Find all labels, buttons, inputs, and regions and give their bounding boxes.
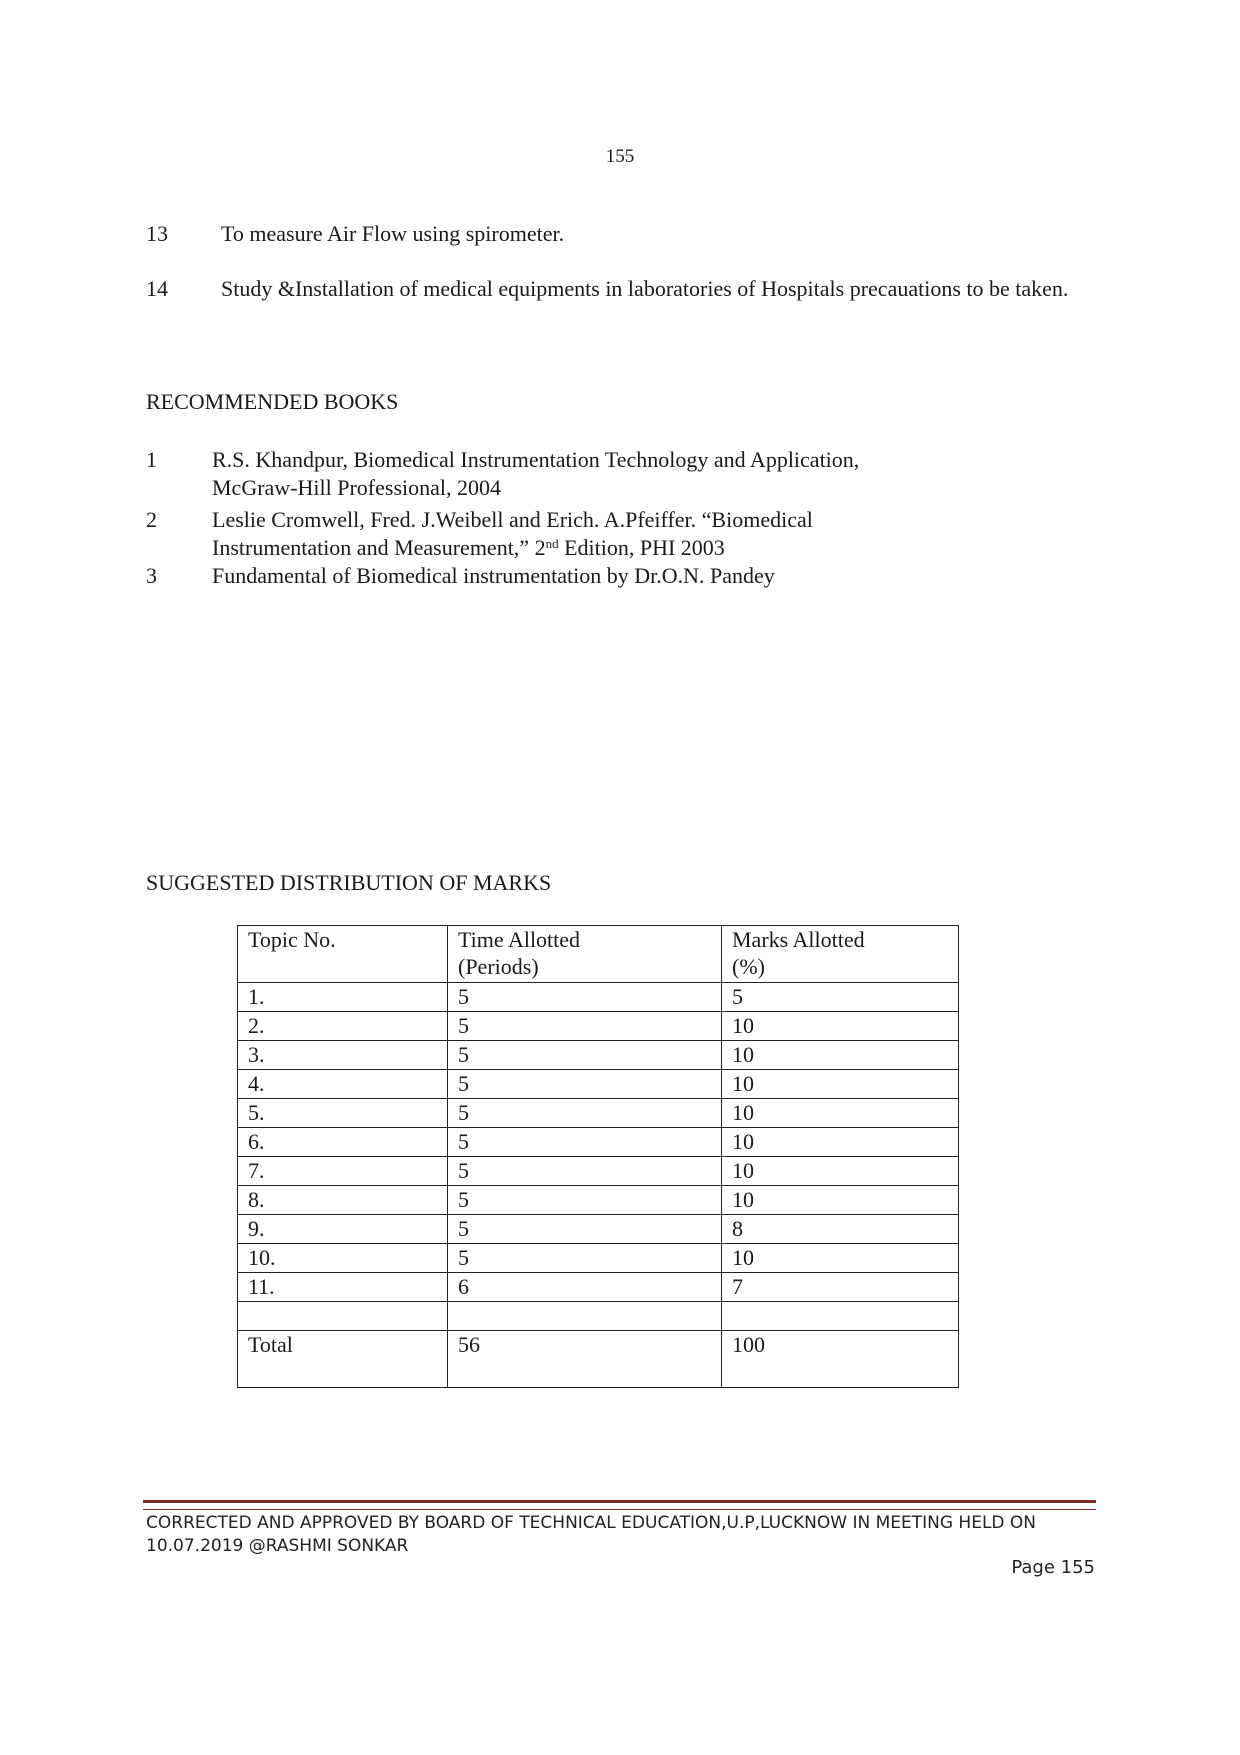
cell-time-allotted: 5	[448, 1244, 722, 1273]
book-item-1	[146, 446, 1106, 502]
cell-marks-allotted: 10	[722, 1099, 959, 1128]
header-topic-no	[238, 926, 448, 983]
cell-time-allotted: 6	[448, 1273, 722, 1302]
table-row	[238, 1041, 959, 1070]
header-label-sub: (%)	[732, 954, 765, 979]
total-marks: 100	[722, 1331, 959, 1388]
book-line: McGraw-Hill Professional, 2004	[212, 475, 502, 500]
cell-time-allotted: 5	[448, 1215, 722, 1244]
table-row	[238, 1302, 959, 1331]
table-header-row	[238, 926, 959, 983]
cell-marks-allotted: 5	[722, 983, 959, 1012]
practical-item-14	[146, 275, 1146, 335]
cell-time-allotted	[448, 1302, 722, 1331]
cell-topic-no	[238, 1302, 448, 1331]
cell-marks-allotted: 10	[722, 1070, 959, 1099]
cell-topic-no: 2.	[238, 1012, 448, 1041]
table-row	[238, 1273, 959, 1302]
table-row	[238, 1186, 959, 1215]
cell-topic-no: 11.	[238, 1273, 448, 1302]
footer-line: 10.07.2019 @RASHMI SONKAR	[146, 1536, 409, 1556]
cell-time-allotted: 5	[448, 983, 722, 1012]
cell-marks-allotted: 10	[722, 1012, 959, 1041]
cell-topic-no: 7.	[238, 1157, 448, 1186]
table-row	[238, 1128, 959, 1157]
table-row	[238, 1012, 959, 1041]
book-line: R.S. Khandpur, Biomedical Instrumentation Technology and Application,	[212, 447, 860, 472]
cell-marks-allotted: 10	[722, 1186, 959, 1215]
cell-topic-no: 5.	[238, 1099, 448, 1128]
table-row	[238, 1070, 959, 1099]
book-text	[212, 506, 972, 562]
cell-topic-no: 9.	[238, 1215, 448, 1244]
cell-topic-no: 4.	[238, 1070, 448, 1099]
cell-marks-allotted: 10	[722, 1244, 959, 1273]
book-number: 2	[146, 507, 157, 532]
header-label-sub: (Periods)	[458, 954, 539, 979]
book-number: 1	[146, 447, 157, 472]
page-number-top: 155	[605, 146, 635, 167]
book-line: Leslie Cromwell, Fred. J.Weibell and Erich. A.Pfeiffer. “Biomedical	[212, 507, 813, 532]
cell-marks-allotted: 8	[722, 1215, 959, 1244]
footer-divider	[143, 1500, 1096, 1510]
cell-time-allotted: 5	[448, 1186, 722, 1215]
table-row	[238, 1244, 959, 1273]
cell-topic-no: 10.	[238, 1244, 448, 1273]
footer-approval-text	[146, 1512, 1106, 1558]
book-item-2	[146, 506, 1106, 562]
practical-number: 14	[146, 276, 168, 301]
total-periods: 56	[448, 1331, 722, 1388]
cell-marks-allotted: 10	[722, 1157, 959, 1186]
footer-line: CORRECTED AND APPROVED BY BOARD OF TECHNICAL EDUCATION,U.P,LUCKNOW IN MEETING HELD ON	[146, 1513, 1037, 1533]
cell-topic-no: 1.	[238, 983, 448, 1012]
table-row	[238, 1157, 959, 1186]
practical-item-13	[146, 220, 1146, 250]
header-label: Time Allotted	[458, 927, 581, 952]
cell-marks-allotted	[722, 1302, 959, 1331]
cell-marks-allotted: 10	[722, 1128, 959, 1157]
practical-text: To measure Air Flow using spirometer.	[221, 221, 565, 246]
table-row	[238, 1099, 959, 1128]
total-label: Total	[238, 1331, 448, 1388]
cell-topic-no: 3.	[238, 1041, 448, 1070]
table-total-row	[238, 1331, 959, 1388]
table-row	[238, 1215, 959, 1244]
cell-marks-allotted: 10	[722, 1041, 959, 1070]
header-label: Topic No.	[248, 927, 336, 952]
books-heading: RECOMMENDED BOOKS	[146, 389, 399, 414]
book-line-pre: Instrumentation and Measurement,” 2	[212, 535, 546, 560]
cell-topic-no: 8.	[238, 1186, 448, 1215]
cell-time-allotted: 5	[448, 1012, 722, 1041]
marks-distribution-table	[237, 925, 959, 1388]
table-body	[238, 983, 959, 1331]
header-label: Marks Allotted	[732, 927, 865, 952]
cell-topic-no: 6.	[238, 1128, 448, 1157]
header-marks-allotted	[722, 926, 959, 983]
cell-time-allotted: 5	[448, 1128, 722, 1157]
cell-time-allotted: 5	[448, 1157, 722, 1186]
cell-time-allotted: 5	[448, 1099, 722, 1128]
practical-number: 13	[146, 221, 168, 246]
book-line-post: Edition, PHI 2003	[558, 535, 725, 560]
marks-heading: SUGGESTED DISTRIBUTION OF MARKS	[146, 870, 552, 895]
book-text	[212, 446, 972, 502]
footer-page-number: Page 155	[1011, 1557, 1095, 1578]
book-number: 3	[146, 563, 157, 588]
header-time-allotted	[448, 926, 722, 983]
ordinal-suffix: nd	[545, 536, 559, 551]
table-row	[238, 983, 959, 1012]
book-text: Fundamental of Biomedical instrumentation by Dr.O.N. Pandey	[212, 563, 775, 588]
cell-marks-allotted: 7	[722, 1273, 959, 1302]
cell-time-allotted: 5	[448, 1041, 722, 1070]
cell-time-allotted: 5	[448, 1070, 722, 1099]
practical-text: Study &Installation of medical equipments in laboratories of Hospitals precauations to be taken.	[221, 276, 1069, 301]
book-item-3	[146, 562, 1106, 592]
